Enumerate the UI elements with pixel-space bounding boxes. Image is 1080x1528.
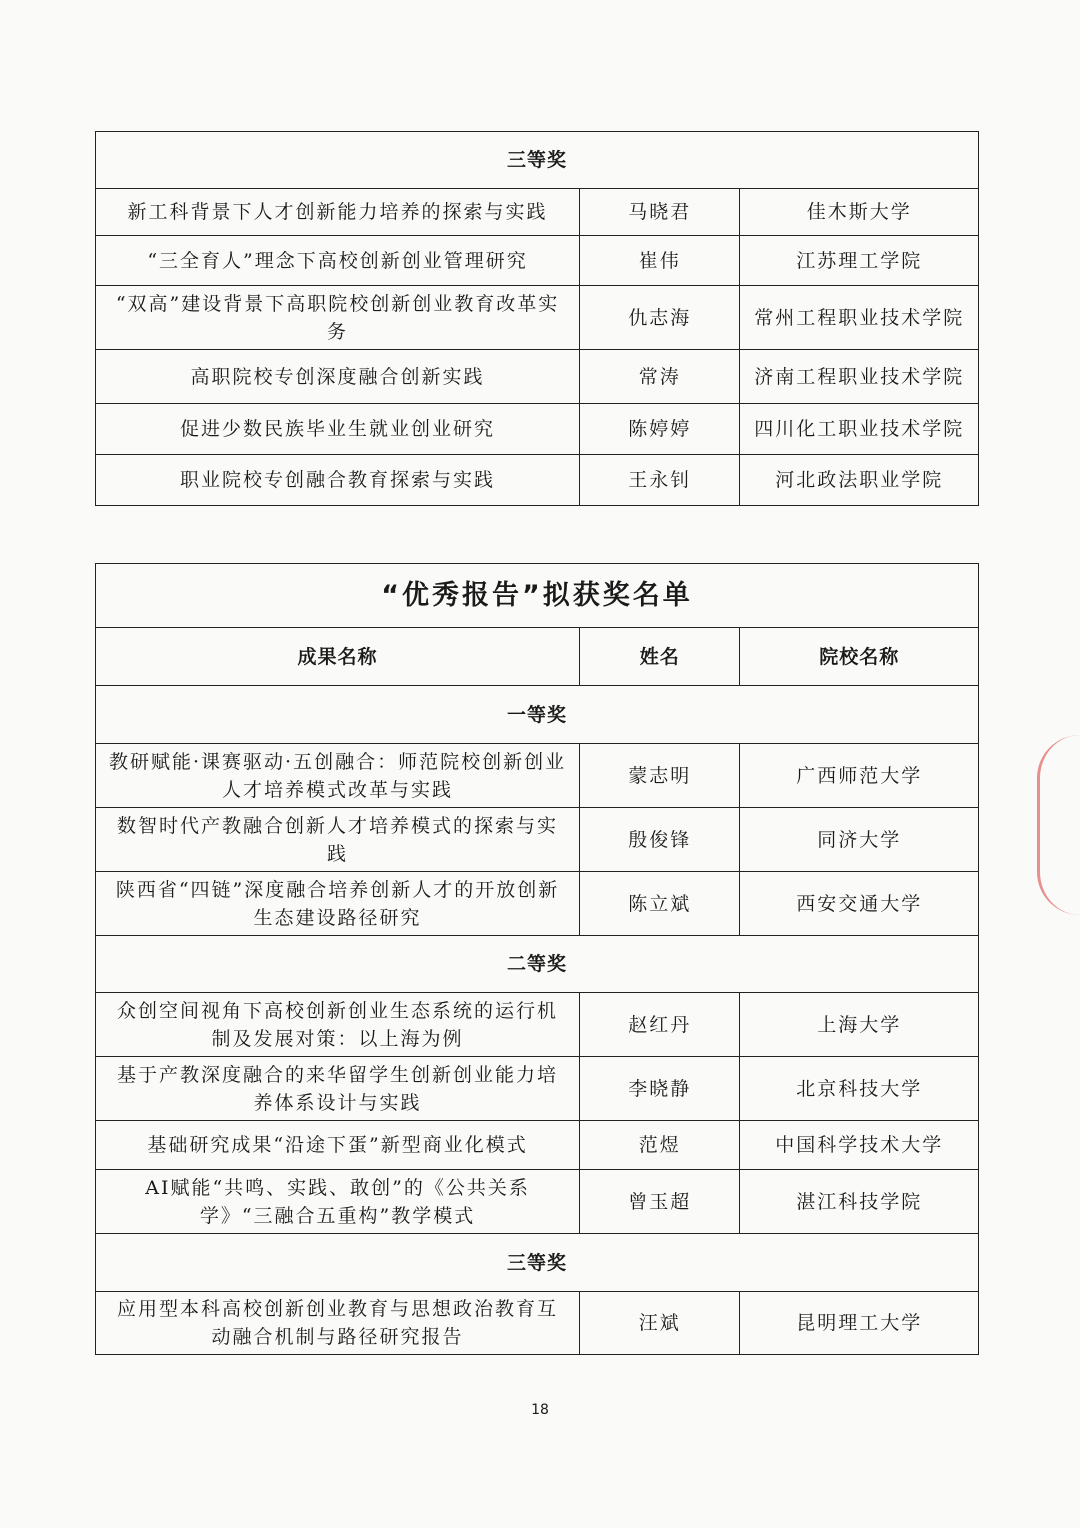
person-name: 崔伟 xyxy=(580,236,740,286)
award-table-continued xyxy=(95,131,979,506)
table-title: “优秀报告”拟获奖名单 xyxy=(96,564,979,628)
table-row xyxy=(96,1121,979,1170)
table-row xyxy=(96,993,979,1057)
person-name: 仇志海 xyxy=(580,286,740,350)
person-name: 陈婷婷 xyxy=(580,404,740,455)
school-name: 北京科技大学 xyxy=(740,1057,979,1121)
table-row xyxy=(96,808,979,872)
table-row xyxy=(96,744,979,808)
project-title: 应用型本科高校创新创业教育与思想政治教育互动融合机制与路径研究报告 xyxy=(96,1292,580,1355)
person-name: 李晓静 xyxy=(580,1057,740,1121)
table-title-row xyxy=(96,564,979,628)
tier-row xyxy=(96,132,979,189)
tier-label: 三等奖 xyxy=(96,1234,979,1292)
school-name: 上海大学 xyxy=(740,993,979,1057)
person-name: 殷俊锋 xyxy=(580,808,740,872)
table-row xyxy=(96,286,979,350)
person-name: 王永钊 xyxy=(580,455,740,506)
school-name: 河北政法职业学院 xyxy=(740,455,979,506)
person-name: 常涛 xyxy=(580,350,740,404)
column-header-name: 姓名 xyxy=(580,628,740,686)
school-name: 中国科学技术大学 xyxy=(740,1121,979,1170)
school-name: 常州工程职业技术学院 xyxy=(740,286,979,350)
project-title: 陕西省“四链”深度融合培养创新人才的开放创新生态建设路径研究 xyxy=(96,872,580,936)
table-row xyxy=(96,350,979,404)
project-title: 新工科背景下人才创新能力培养的探索与实践 xyxy=(96,189,580,236)
person-name: 陈立斌 xyxy=(580,872,740,936)
table-row xyxy=(96,1057,979,1121)
school-name: 湛江科技学院 xyxy=(740,1170,979,1234)
excellent-report-award-table xyxy=(95,563,979,1355)
person-name: 范煜 xyxy=(580,1121,740,1170)
school-name: 佳木斯大学 xyxy=(740,189,979,236)
project-title: “双高”建设背景下高职院校创新创业教育改革实务 xyxy=(96,286,580,350)
person-name: 蒙志明 xyxy=(580,744,740,808)
header-row xyxy=(96,628,979,686)
school-name: 西安交通大学 xyxy=(740,872,979,936)
person-name: 马晓君 xyxy=(580,189,740,236)
tier-row xyxy=(96,936,979,993)
table-row xyxy=(96,455,979,506)
table-row xyxy=(96,872,979,936)
table-row xyxy=(96,236,979,286)
person-name: 汪斌 xyxy=(580,1292,740,1355)
tier-row xyxy=(96,1234,979,1292)
tier-label: 三等奖 xyxy=(96,132,979,189)
project-title: 教研赋能·课赛驱动·五创融合：师范院校创新创业人才培养模式改革与实践 xyxy=(96,744,580,808)
page-number: 18 xyxy=(531,1402,549,1418)
column-header-school: 院校名称 xyxy=(740,628,979,686)
project-title: AI赋能“共鸣、实践、敢创”的《公共关系学》“三融合五重构”教学模式 xyxy=(96,1170,580,1234)
school-name: 同济大学 xyxy=(740,808,979,872)
project-title: 众创空间视角下高校创新创业生态系统的运行机制及发展对策：以上海为例 xyxy=(96,993,580,1057)
table-row xyxy=(96,1170,979,1234)
table-row xyxy=(96,1292,979,1355)
person-name: 曾玉超 xyxy=(580,1170,740,1234)
table-row xyxy=(96,404,979,455)
column-header-title: 成果名称 xyxy=(96,628,580,686)
project-title: 数智时代产教融合创新人才培养模式的探索与实践 xyxy=(96,808,580,872)
seal-stamp-edge xyxy=(1037,735,1080,915)
school-name: 四川化工职业技术学院 xyxy=(740,404,979,455)
project-title: 职业院校专创融合教育探索与实践 xyxy=(96,455,580,506)
tier-label: 二等奖 xyxy=(96,936,979,993)
project-title: 促进少数民族毕业生就业创业研究 xyxy=(96,404,580,455)
project-title: 基于产教深度融合的来华留学生创新创业能力培养体系设计与实践 xyxy=(96,1057,580,1121)
person-name: 赵红丹 xyxy=(580,993,740,1057)
school-name: 江苏理工学院 xyxy=(740,236,979,286)
project-title: 高职院校专创深度融合创新实践 xyxy=(96,350,580,404)
school-name: 昆明理工大学 xyxy=(740,1292,979,1355)
project-title: 基础研究成果“沿途下蛋”新型商业化模式 xyxy=(96,1121,580,1170)
tier-label: 一等奖 xyxy=(96,686,979,744)
school-name: 济南工程职业技术学院 xyxy=(740,350,979,404)
tier-row xyxy=(96,686,979,744)
school-name: 广西师范大学 xyxy=(740,744,979,808)
table-row xyxy=(96,189,979,236)
project-title: “三全育人”理念下高校创新创业管理研究 xyxy=(96,236,580,286)
